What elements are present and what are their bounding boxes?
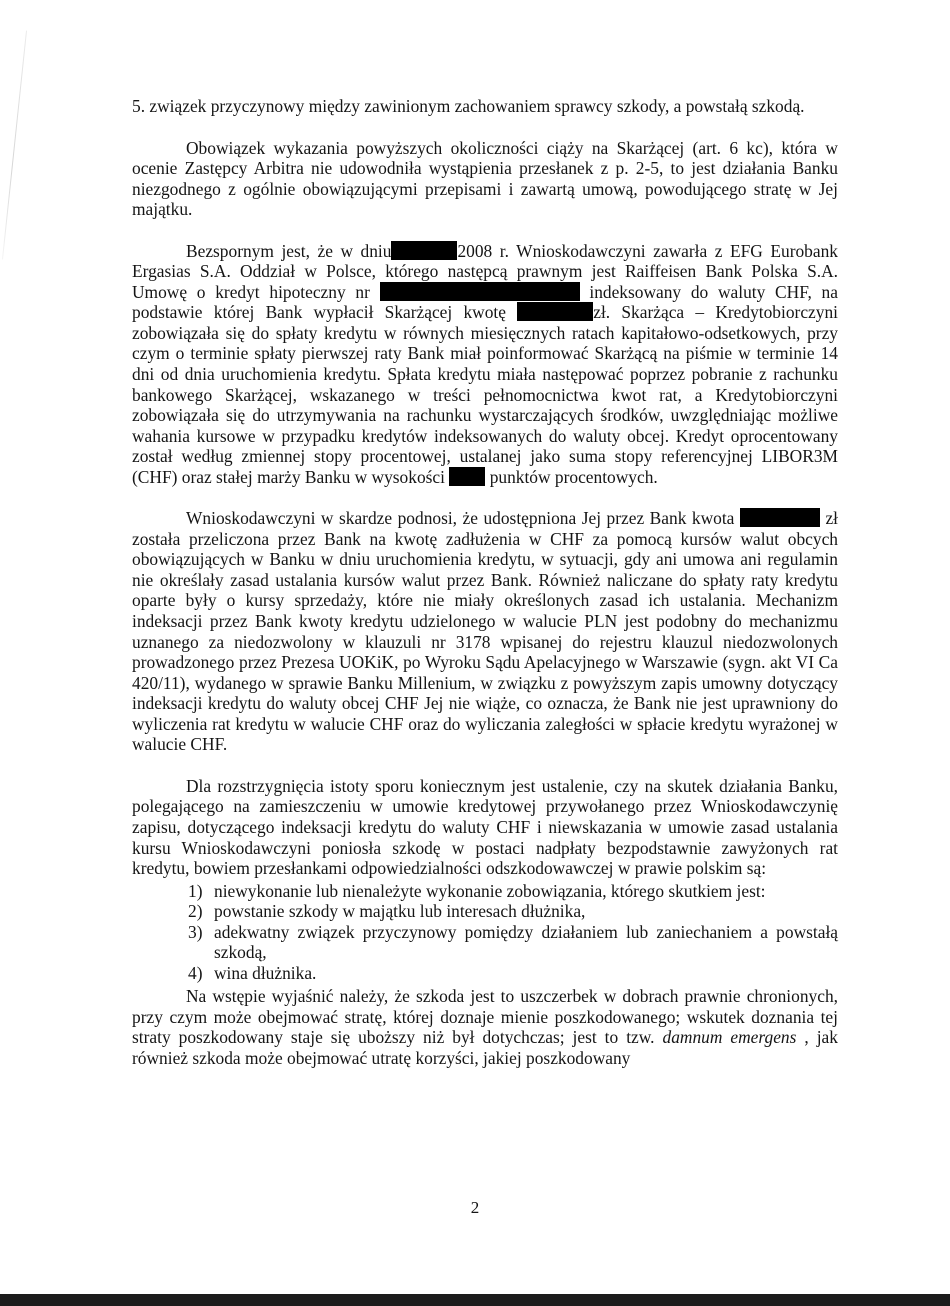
paragraph-damage-definition — [132, 986, 838, 1068]
loan-agreement-text-4: zł. Skarżąca – Kredytobiorczyni zobowiązała się do spłaty kredytu w równych miesięcznych ratach kapitałowo-odsetkowych, przy czym o terminie spłaty pierwszej raty Bank miał poinformować Skarżącą na piśmie w terminie 14 dni od dnia uruchomienia kredytu. Spłata kredytu miała następować poprzez pobranie z rachunku bankowego Skarżącej, wskazanego w treści pełnomocnictwa kwot rat, a Kredytobiorczyni zobowiązała się do utrzymywania na rachunku wystarczających środków, uwzględniając możliwe wahania kursowe w przypadku kredytów indeksowanych do waluty obcej. Kredyt oprocentowany został według zmiennej stopy procentowej, ustalanej jako suma stopy referencyjnej LIBOR3M (CHF) oraz stałej marży Banku w wysokości — [132, 302, 838, 487]
redacted-margin — [449, 467, 485, 486]
list-item — [132, 881, 838, 902]
list-item-number: 3) — [188, 921, 203, 942]
loan-agreement-text-1: Bezspornym jest, że w dniu — [186, 240, 392, 261]
paragraph-dispute: Dla rozstrzygnięcia istoty sporu koniecznym jest ustalenie, czy na skutek działania Banku, polegającego na zamieszczeniu w umowie kredytowej przywołanego przez Wnioskodawczynię zapisu, dotyczącego indeksacji kredytu do waluty CHF i niewskazania w umowie zasad ustalania kursu Wnioskodawczyni poniosła szkodę w postaci nadpłaty bezpodstawnie zawyżonych rat kredytu, bowiem przesłankami odpowiedzialności odszkodowawczej w prawie polskim są: — [132, 775, 838, 879]
paragraph-burden-of-proof: Obowiązek wykazania powyższych okoliczności ciąży na Skarżącej (art. 6 kc), która w ocenie Zastępcy Arbitra nie udowodniła wystąpienia przesłanek z p. 2-5, to jest działania Banku niezgodnego z ogólnie obowiązującymi przepisami i zawartą umową, powodującego stratę w Jej majątku. — [132, 137, 838, 220]
complaint-text-2: zł została przeliczona przez Bank na kwotę zadłużenia w CHF za pomocą kursów walut obcych obowiązujących w Banku w dniu uruchomienia kredytu, w sytuacji, gdy ani umowa ani regulamin nie określały zasad ustalania kursów walut przez Bank. Również naliczane do spłaty raty kredytu oparte były o kursy sprzedaży, które nie miały określonych zasad ich ustalania. Mechanizm indeksacji przez Bank kwoty kredytu udzielonego w walucie PLN jest podobny do mechanizmu uznanego za niedozwolony w klauzuli nr 3178 wpisanej do rejestru klauzul niedozwolonych prowadzonego przez Prezesa UOKiK, po Wyroku Sądu Apelacyjnego w Warszawie (sygn. akt VI Ca 420/11), wydanego w sprawie Banku Millenium, w związku z powyższym zapis umowny dotyczący indeksacji kredytu do waluty obcej CHF Jej nie wiąże, co oznacza, że Bank nie jest uprawniony do wyliczenia rat kredytu w walucie CHF oraz do wyliczania zaległości w spłacie kredytu wyrażonej w walucie CHF. — [132, 508, 838, 755]
scan-edge-mark — [2, 31, 27, 260]
list-item-text: adekwatny związek przyczynowy pomiędzy działaniem lub zaniechaniem a powstałą szkodą, — [214, 921, 838, 963]
complaint-text-1: Wnioskodawczyni w skardze podnosi, że udostępniona Jej przez Bank kwota — [186, 508, 735, 529]
damage-text-2: , jak również szkoda może obejmować utratę korzyści, jakiej poszkodowany — [132, 1027, 838, 1068]
list-item-text: powstanie szkody w majątku lub interesach dłużnika, — [214, 901, 586, 922]
paragraph-causal-link: 5. związek przyczynowy między zawinionym zachowaniem sprawcy szkody, a powstałą szkodą. — [132, 96, 805, 116]
paragraph-complaint — [132, 508, 838, 755]
list-item — [132, 963, 838, 984]
document-page — [132, 96, 838, 1069]
redacted-amount — [740, 508, 820, 527]
redacted-loan-amount — [517, 302, 593, 321]
redacted-date — [391, 241, 457, 260]
page-number: 2 — [470, 1198, 480, 1217]
liability-conditions-list — [132, 881, 838, 984]
list-item-number: 1) — [188, 880, 203, 901]
list-item — [132, 901, 838, 922]
loan-agreement-text-3: indeksowany do waluty CHF, na podstawie której Bank wypłacił Skarżącej kwotę — [132, 281, 838, 323]
paragraph-loan-agreement — [132, 241, 838, 488]
damage-latin-term: damnum emergens — [662, 1027, 797, 1048]
redacted-contract-number — [380, 282, 580, 301]
loan-agreement-text-5: punktów procentowych. — [489, 466, 658, 487]
damage-text-1: Na wstępie wyjaśnić należy, że szkoda jest to uszczerbek w dobrach prawnie chronionych, przy czym może obejmować stratę, której doznaje mienie poszkodowanego; wskutek doznania tej straty poszkodowany staje się uboższy niż był dotychczas; jest to tzw. — [132, 986, 838, 1048]
list-item-number: 4) — [188, 962, 203, 983]
list-item-number: 2) — [188, 901, 203, 922]
list-item-text: wina dłużnika. — [214, 962, 317, 983]
list-item-text: niewykonanie lub nienależyte wykonanie zobowiązania, którego skutkiem jest: — [214, 880, 766, 901]
list-item — [132, 922, 838, 963]
scan-border — [0, 1294, 950, 1306]
loan-agreement-text-2: 2008 r. Wnioskodawczyni zawarła z EFG Eurobank Ergasias S.A. Oddział w Polsce, którego następcą prawnym jest Raiffeisen Bank Polska S.A. Umowę o kredyt hipoteczny nr — [132, 240, 838, 302]
